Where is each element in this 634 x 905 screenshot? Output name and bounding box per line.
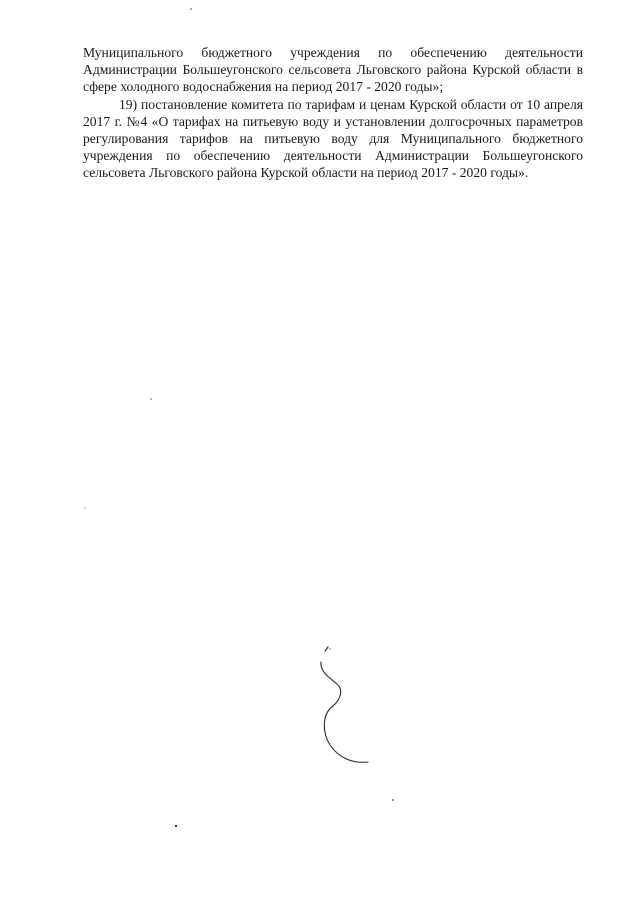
speck-left-2 bbox=[84, 507, 85, 508]
paragraph-continuation: Муниципального бюджетного учреждения по обеспечению деятельности Администрации Большеугонского сельсовета Льговского района Курской области в сфере холодного водоснабжения на период 2017 - 2020 годы»; bbox=[83, 45, 583, 95]
speck-top bbox=[190, 8, 192, 10]
document-body bbox=[83, 44, 583, 182]
speck-bottom-left bbox=[175, 825, 177, 827]
speck-left-1 bbox=[150, 398, 151, 399]
paragraph-item-19: 19) постановление комитета по тарифам и ценам Курской области от 10 апреля 2017 г. №4 «О тарифах на питьевую воду и установлении долгосрочных параметров регулирования тарифов на питьевую воду для Муниципального бюджетного учреждения по обеспечению деятельности Администрации Большеугонского сельсовета Льговского района Курской области на период 2017 - 2020 годы». bbox=[83, 96, 583, 181]
speck-bottom-right bbox=[392, 799, 394, 801]
handwritten-mark bbox=[321, 647, 368, 762]
